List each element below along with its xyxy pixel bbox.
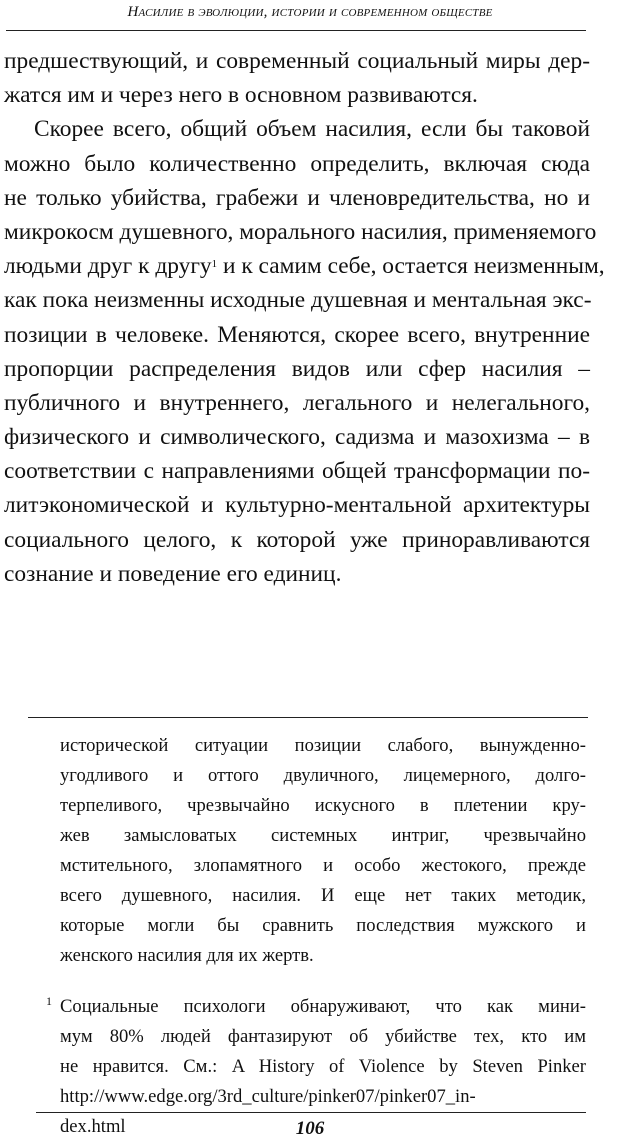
footnote-url-line[interactable]: http://www.edge.org/3rd_culture/pinker07/pinker07_in- xyxy=(60,1086,476,1107)
footnote-line: исторической ситуации позиции слабого, вынужденно- xyxy=(60,735,586,756)
page-number: 106 xyxy=(295,1118,325,1139)
text-line: предшествующий, и современный социальный миры дер- xyxy=(4,48,590,74)
footnote-url-line[interactable]: dex.html xyxy=(60,1116,126,1137)
footnote-line: мстительного, злопамятного и особо жестокого, прежде xyxy=(60,855,586,876)
text-line: позиции в человеке. Меняются, скорее всего, внутренние xyxy=(4,321,590,348)
footnote-line: женского насилия для их жертв. xyxy=(60,945,314,966)
text-line: литэкономической и культурно-ментальной архитектуры xyxy=(4,492,590,519)
running-head: Насилие в эволюции, истории и современном обществе xyxy=(127,4,493,20)
main-text xyxy=(4,44,605,591)
footnote-line: не нравится. См.: A History of Violence by Steven Pinker xyxy=(60,1056,586,1077)
footnote-marker: 1 xyxy=(46,994,52,1008)
text-line: как пока неизменны исходные душевная и ментальная экс- xyxy=(4,287,592,314)
text-line: не только убийства, грабежи и членовредительства, но и xyxy=(4,184,590,211)
text-line: публичного и внутреннего, легального и нелегального, xyxy=(4,389,590,416)
text-fragment: и к самим себе, остается неизменным, xyxy=(222,253,605,280)
footnote-line: Социальные психологи обнаруживают, что как мини- xyxy=(60,996,586,1017)
text-line: пропорции распределения видов или сфер насилия – xyxy=(4,355,590,382)
text-line: микрокосм душевного, морального насилия, применяемого xyxy=(4,218,597,245)
text-line: физического и символического, садизма и мазохизма – в xyxy=(4,424,590,451)
header-rule xyxy=(6,30,586,31)
footnote-line: которые могли бы сравнить последствия мужского и xyxy=(60,915,586,936)
footnote-line: терпеливого, чрезвычайно искусного в плетении кру- xyxy=(60,795,586,816)
footnote-continuation xyxy=(60,731,586,971)
text-line: можно было количественно определить, включая сюда xyxy=(4,150,590,177)
footnote-line: жев замысловатых системных интриг, чрезвычайно xyxy=(60,825,586,846)
text-line: сознание и поведение его единиц. xyxy=(4,560,342,587)
footnote-separator xyxy=(28,717,588,718)
text-line-with-ref xyxy=(4,249,605,283)
footnote-line: мум 80% людей фантазируют об убийстве тех, кто им xyxy=(60,1026,586,1047)
footnote-ref[interactable]: 1 xyxy=(211,258,218,271)
text-fragment: людьми друг к другу xyxy=(4,253,212,280)
footer-rule xyxy=(36,1112,586,1113)
text-line: жатся им и через него в основном развиваются. xyxy=(4,82,478,109)
footnote-line: всего душевного, насилия. И еще нет таких методик, xyxy=(60,885,586,906)
text-line: Скорее всего, общий объем насилия, если бы таковой xyxy=(34,116,590,143)
text-line: соответствии с направлениями общей трансформации по- xyxy=(4,458,590,485)
text-line: социального целого, к которой уже приноравливаются xyxy=(4,526,590,553)
footnote-line: угодливого и оттого двуличного, лицемерного, долго- xyxy=(60,765,586,786)
